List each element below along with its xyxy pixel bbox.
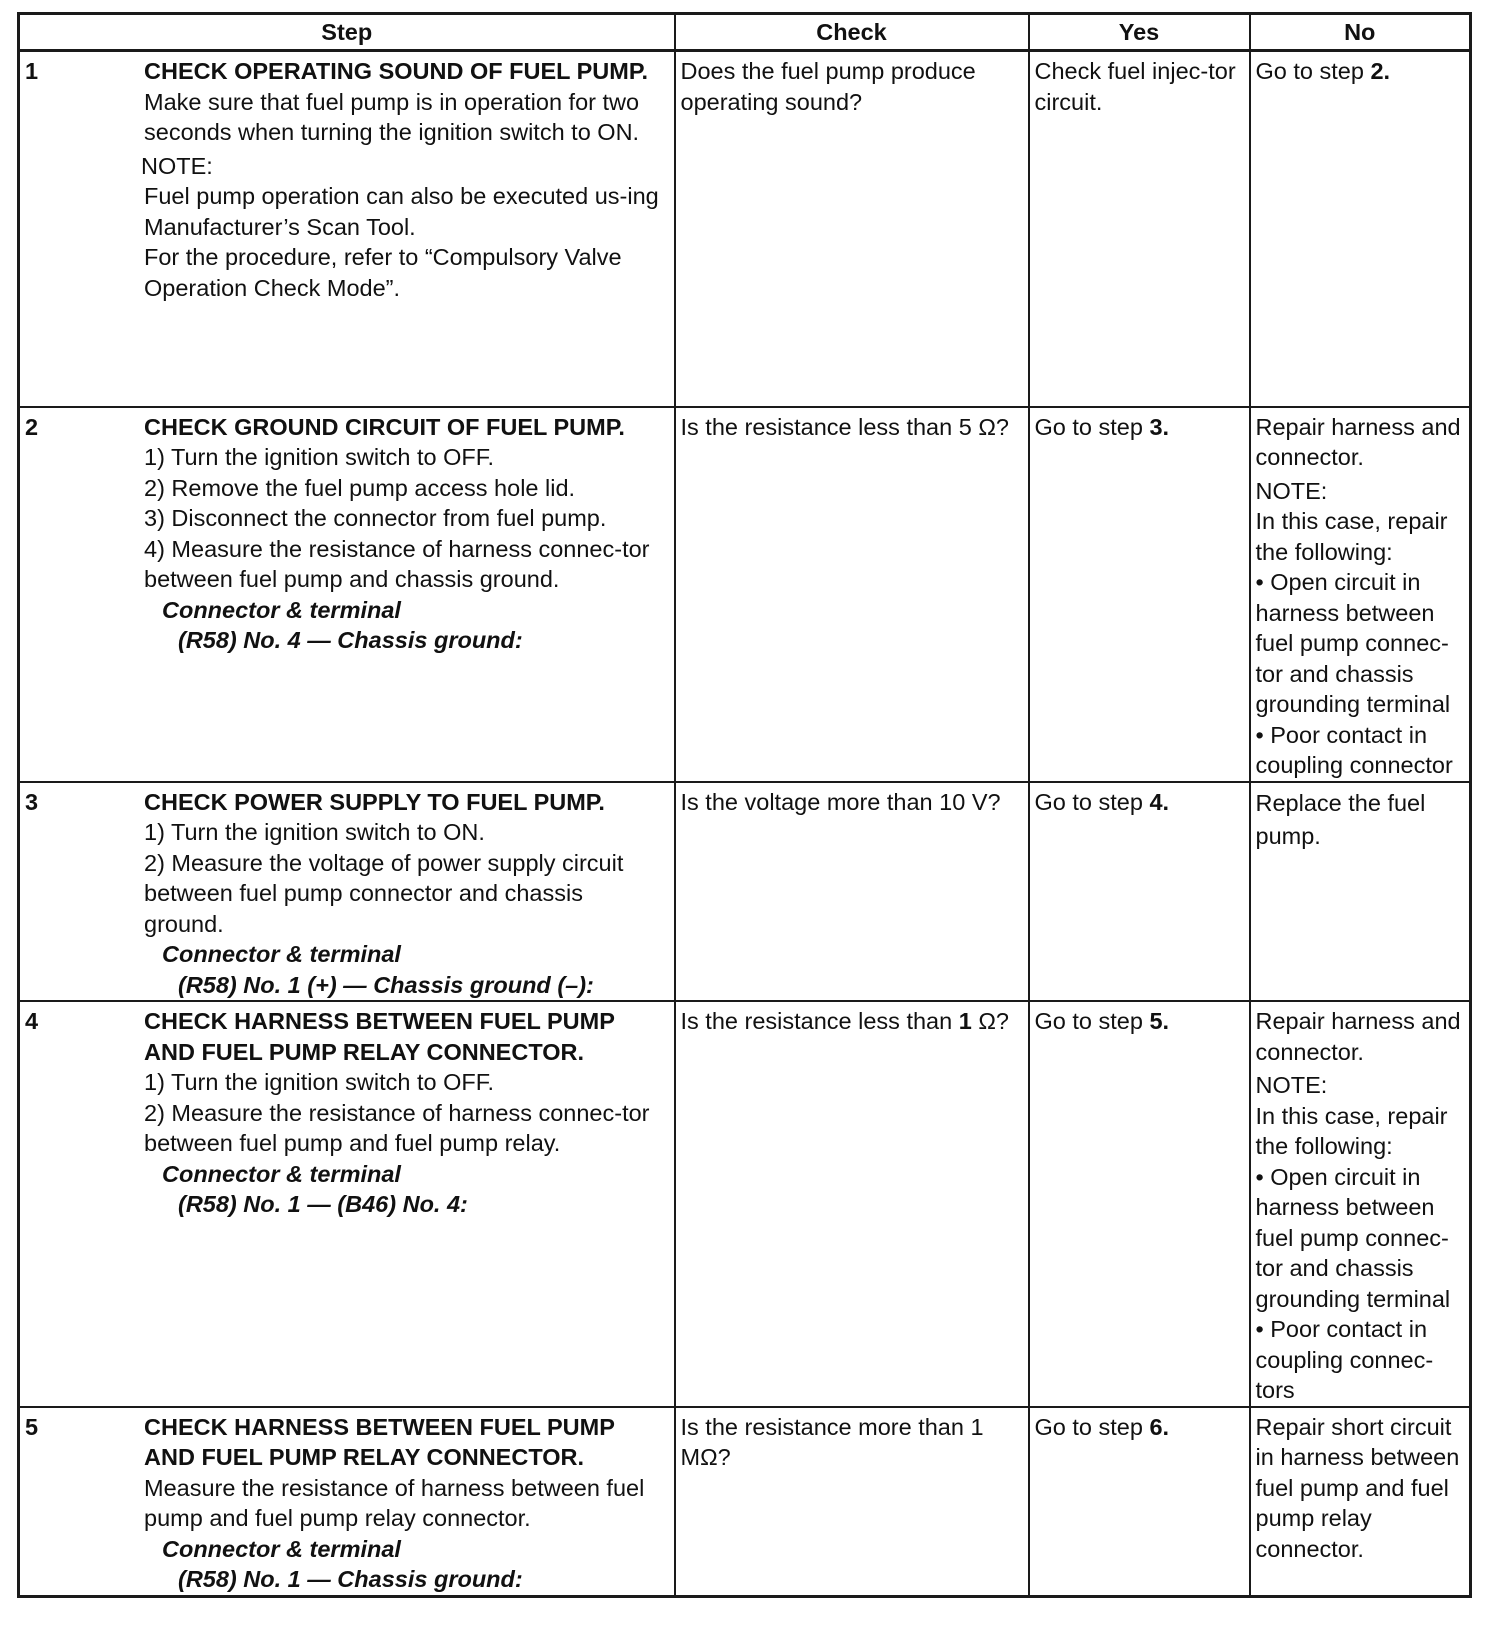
yes-step-ref: 5. [1149, 1008, 1170, 1034]
step-line: 1) Turn the ignition switch to ON. [144, 819, 485, 845]
note-line: Fuel pump operation can also be executed us-ing Manufacturer’s Scan Tool. [144, 183, 659, 240]
header-row [19, 14, 1471, 51]
step-title: CHECK GROUND CIRCUIT OF FUEL PUMP. [144, 413, 625, 440]
no-step-ref: 2. [1370, 58, 1391, 84]
bullet-item: • Open circuit in harness between fuel pump connec-tor and chassis grounding terminal [1255, 1163, 1451, 1312]
table-row [19, 1001, 1471, 1407]
connector-terminal-value: (R58) No. 1 (+) — Chassis ground (–): [178, 971, 594, 998]
yes-cell: Check fuel injec-tor circuit. [1029, 51, 1250, 407]
check-cell: Does the fuel pump produce operating sound? [675, 51, 1029, 407]
check-cell: Is the resistance less than 5 Ω? [675, 407, 1029, 782]
step-line: 3) Disconnect the connector from fuel pump. [144, 505, 607, 531]
note-line: For the procedure, refer to “Compulsory Valve Operation Check Mode”. [144, 244, 622, 301]
step-cell [19, 51, 675, 407]
connector-terminal-value: (R58) No. 1 — Chassis ground: [178, 1566, 523, 1592]
table-row [19, 407, 1471, 782]
connector-terminal-label: Connector & terminal [162, 1160, 401, 1187]
yes-cell [1029, 1001, 1250, 1407]
header-step: Step [19, 14, 675, 51]
yes-step-ref: 4. [1149, 788, 1170, 815]
note-label: NOTE: [1255, 477, 1328, 504]
check-suffix: Ω? [971, 1008, 1009, 1034]
no-cell [1250, 1001, 1471, 1407]
step-line: 4) Measure the resistance of harness connec-tor between fuel pump and chassis ground. [144, 535, 650, 592]
note-line: In this case, repair the following: [1255, 508, 1448, 565]
yes-step-ref: 3. [1149, 413, 1170, 440]
step-number: 1 [25, 58, 39, 84]
step-number: 5 [25, 1413, 39, 1440]
step-line: 2) Measure the resistance of harness connec-tor between fuel pump and fuel pump relay. [144, 1099, 650, 1156]
note-label: NOTE: [1255, 1072, 1328, 1098]
table-row [19, 51, 1471, 407]
yes-prefix: Go to step [1034, 413, 1150, 440]
table-row [19, 782, 1471, 1002]
connector-terminal-value: (R58) No. 4 — Chassis ground: [178, 627, 523, 653]
step-cell [19, 782, 675, 1002]
table-row [19, 1407, 1471, 1597]
yes-cell [1029, 1407, 1250, 1597]
step-title: CHECK POWER SUPPLY TO FUEL PUMP. [144, 788, 605, 815]
yes-cell [1029, 407, 1250, 782]
yes-prefix: Go to step [1034, 1008, 1150, 1034]
step-number: 3 [25, 788, 39, 815]
step-title: CHECK HARNESS BETWEEN FUEL PUMP AND FUEL PUMP RELAY CONNECTOR. [144, 1413, 615, 1470]
no-cell [1250, 407, 1471, 782]
check-cell: Is the resistance more than 1 MΩ? [675, 1407, 1029, 1597]
header-no: No [1250, 14, 1471, 51]
note-line: In this case, repair the following: [1255, 1102, 1448, 1159]
step-line: Make sure that fuel pump is in operation for two seconds when turning the ignition switch to ON. [144, 88, 640, 145]
step-line: 1) Turn the ignition switch to OFF. [144, 1069, 495, 1095]
step-cell [19, 1001, 675, 1407]
note-label: NOTE: [141, 152, 213, 179]
no-prefix: Go to step [1255, 58, 1371, 84]
bullet-item: • Poor contact in coupling connector [1255, 721, 1453, 778]
header-yes: Yes [1029, 14, 1250, 51]
step-title: CHECK HARNESS BETWEEN FUEL PUMP AND FUEL PUMP RELAY CONNECTOR. [144, 1008, 615, 1065]
yes-prefix: Go to step [1034, 788, 1150, 815]
check-value: 1 [958, 1008, 972, 1034]
header-check: Check [675, 14, 1029, 51]
step-line: 2) Remove the fuel pump access hole lid. [144, 474, 576, 501]
yes-cell [1029, 782, 1250, 1002]
no-cell [1250, 51, 1471, 407]
connector-terminal-value: (R58) No. 1 — (B46) No. 4: [178, 1191, 468, 1217]
no-text: Repair harness and connector. [1255, 413, 1461, 470]
step-number: 2 [25, 413, 39, 440]
check-cell: Is the voltage more than 10 V? [675, 782, 1029, 1002]
bullet-item: • Poor contact in coupling connec-tors [1255, 1316, 1434, 1403]
yes-prefix: Go to step [1034, 1413, 1150, 1440]
check-cell [675, 1001, 1029, 1407]
step-title: CHECK OPERATING SOUND OF FUEL PUMP. [144, 58, 648, 84]
step-line: 1) Turn the ignition switch to OFF. [144, 444, 495, 470]
check-prefix: Is the resistance less than [680, 1008, 959, 1034]
diagnostic-table [17, 12, 1472, 1598]
step-line: 2) Measure the voltage of power supply circuit between fuel pump connector and chassis ground. [144, 849, 624, 937]
step-line: Measure the resistance of harness between fuel pump and fuel pump relay connector. [144, 1474, 645, 1531]
connector-terminal-label: Connector & terminal [162, 596, 401, 623]
connector-terminal-label: Connector & terminal [162, 1535, 401, 1562]
step-number: 4 [25, 1008, 39, 1034]
bullet-item: • Open circuit in harness between fuel pump connec-tor and chassis grounding terminal [1255, 569, 1451, 717]
no-cell: Repair short circuit in harness between fuel pump and fuel pump relay connector. [1250, 1407, 1471, 1597]
connector-terminal-label: Connector & terminal [162, 941, 401, 967]
no-text: Repair harness and connector. [1255, 1008, 1461, 1065]
step-cell [19, 407, 675, 782]
step-cell [19, 1407, 675, 1597]
yes-step-ref: 6. [1149, 1413, 1170, 1440]
no-cell: Replace the fuel pump. [1250, 782, 1471, 1002]
